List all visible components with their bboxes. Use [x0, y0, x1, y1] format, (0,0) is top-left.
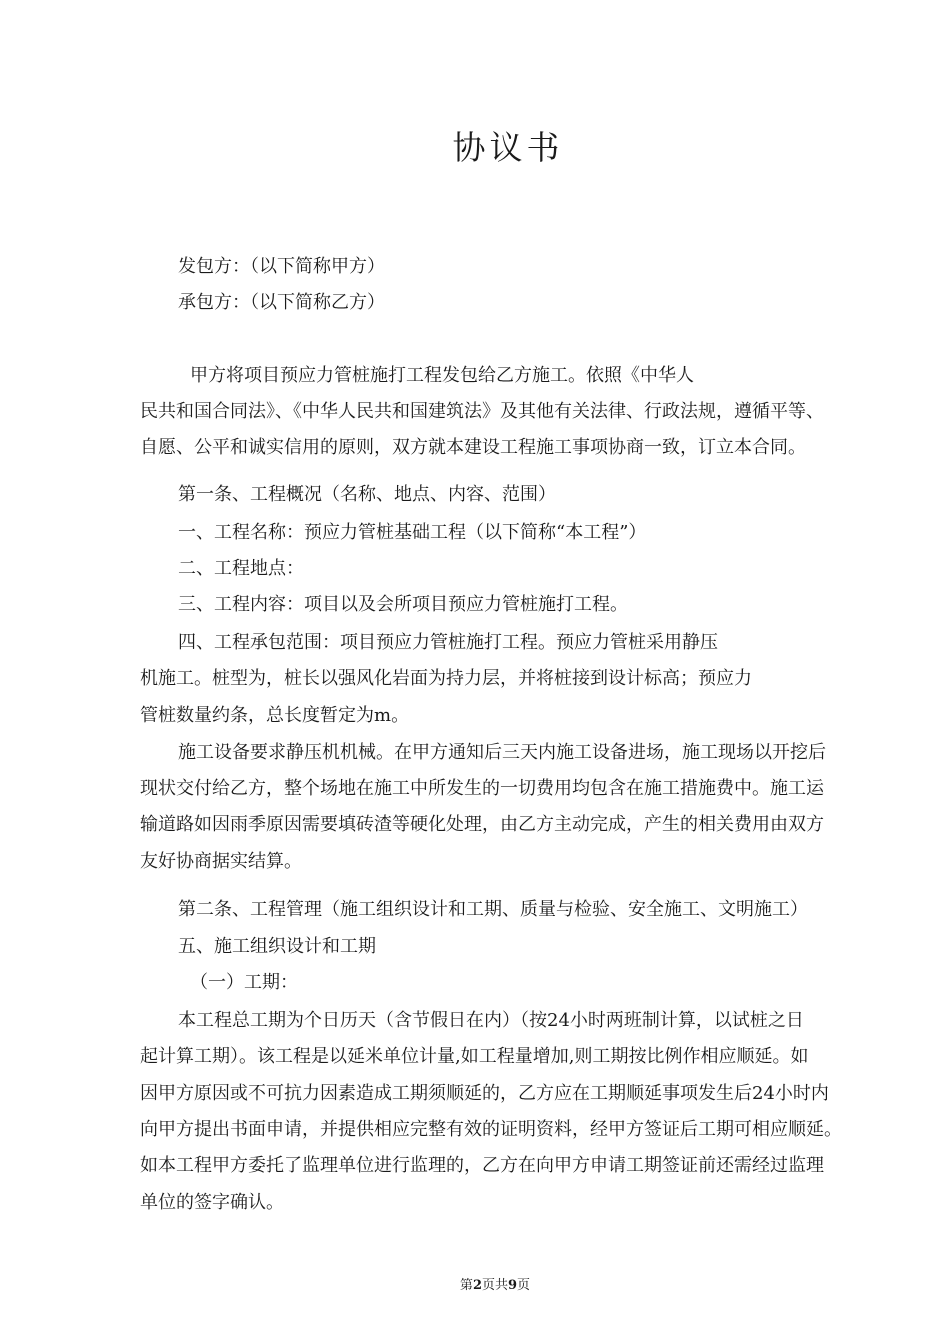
- project-location-line: 二、工程地点：: [178, 558, 304, 579]
- preamble-line: 甲方将项目预应力管桩施打工程发包给乙方施工。依照《中华人: [190, 365, 694, 386]
- scope-line: 机施工。桩型为，桩长以强风化岩面为持力层，并将桩接到设计标高；预应力: [140, 668, 752, 689]
- equipment-line: 输道路如因雨季原因需要填砖渣等硬化处理，由乙方主动完成，产生的相关费用由双方: [140, 814, 824, 835]
- subsection-heading: （一）工期：: [190, 972, 298, 993]
- current-page-number: 2: [472, 1278, 482, 1293]
- equipment-line: 友好协商据实结算。: [140, 851, 302, 872]
- scope-line: 管桩数量约条，总长度暂定为m。: [140, 705, 410, 726]
- footer-suffix: 页: [517, 1278, 531, 1293]
- equipment-line: 施工设备要求静压机机械。在甲方通知后三天内施工设备进场，施工现场以开挖后: [178, 742, 826, 763]
- preamble-line: 民共和国合同法》、《中华人民共和国建筑法》及其他有关法律、行政法规，遵循平等、: [140, 401, 824, 422]
- article1-heading: 第一条、工程概况（名称、地点、内容、范围）: [178, 484, 556, 505]
- contractor-line: 承包方：（以下简称乙方）: [178, 292, 385, 313]
- project-content-line: 三、工程内容：项目以及会所项目预应力管桩施打工程。: [178, 594, 628, 615]
- duration-line: 单位的签字确认。: [140, 1192, 284, 1213]
- article2-heading: 第二条、工程管理（施工组织设计和工期、质量与检验、安全施工、文明施工）: [178, 899, 808, 920]
- footer-prefix: 第: [459, 1278, 473, 1293]
- scope-line: 四、工程承包范围：项目预应力管桩施打工程。预应力管桩采用静压: [178, 632, 718, 653]
- duration-line: 向甲方提出书面申请，并提供相应完整有效的证明资料，经甲方签证后工期可相应顺延。: [140, 1119, 842, 1140]
- duration-line: 如本工程甲方委托了监理单位进行监理的，乙方在向甲方申请工期签证前还需经过监理: [140, 1155, 824, 1176]
- duration-line: 因甲方原因或不可抗力因素造成工期须顺延的，乙方应在工期顺延事项发生后24小时内: [140, 1083, 829, 1104]
- equipment-line: 现状交付给乙方，整个场地在施工中所发生的一切费用均包含在施工措施费中。施工运: [140, 778, 824, 799]
- project-name-line: 一、工程名称：预应力管桩基础工程（以下简称“本工程”）: [178, 522, 647, 543]
- employer-line: 发包方：（以下简称甲方）: [178, 256, 385, 277]
- document-title: 协议书: [452, 128, 564, 167]
- page-footer: [0, 1278, 950, 1294]
- duration-line: 本工程总工期为个日历天（含节假日在内）（按24小时两班制计算，以试桩之日: [178, 1010, 804, 1031]
- total-page-number: 9: [508, 1278, 518, 1293]
- duration-line: 起计算工期）。该工程是以延米单位计量,如工程量增加,则工期按比例作相应顺延。如: [140, 1046, 809, 1067]
- footer-middle: 页共: [481, 1278, 508, 1293]
- section5-heading: 五、施工组织设计和工期: [178, 936, 376, 957]
- preamble-line: 自愿、公平和诚实信用的原则，双方就本建设工程施工事项协商一致，订立本合同。: [140, 437, 806, 458]
